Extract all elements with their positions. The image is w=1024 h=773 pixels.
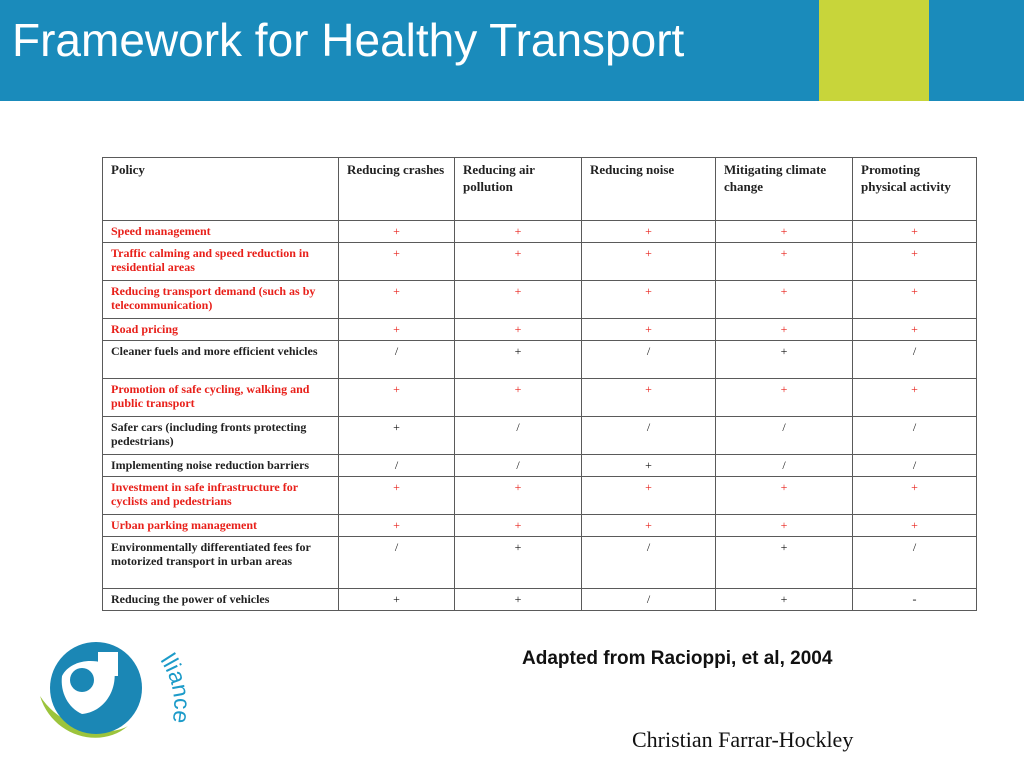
effect-cell: +	[455, 537, 582, 589]
effect-cell: +	[853, 281, 977, 319]
column-header: Reducing noise	[582, 158, 716, 221]
policy-cell: Implementing noise reduction barriers	[103, 455, 339, 477]
effect-cell: /	[853, 537, 977, 589]
effect-cell: +	[455, 243, 582, 281]
effect-cell: +	[853, 515, 977, 537]
title-bar	[0, 0, 1024, 101]
effect-cell: +	[716, 515, 853, 537]
effect-cell: +	[582, 243, 716, 281]
table-row	[103, 589, 977, 611]
effect-cell: +	[339, 515, 455, 537]
effect-cell: +	[339, 379, 455, 417]
slide-title: Framework for Healthy Transport	[12, 14, 685, 66]
effect-cell: +	[716, 281, 853, 319]
effect-cell: +	[853, 379, 977, 417]
policy-cell: Urban parking management	[103, 515, 339, 537]
policy-cell: Cleaner fuels and more efficient vehicles	[103, 341, 339, 379]
effect-cell: /	[582, 537, 716, 589]
effect-cell: +	[455, 341, 582, 379]
effect-cell: /	[853, 417, 977, 455]
effect-cell: /	[853, 341, 977, 379]
effect-cell: +	[339, 319, 455, 341]
effect-cell: +	[716, 589, 853, 611]
effect-cell: +	[582, 455, 716, 477]
effect-cell: +	[716, 341, 853, 379]
effect-cell: +	[716, 379, 853, 417]
table-row	[103, 319, 977, 341]
effect-cell: /	[853, 455, 977, 477]
accent-block	[819, 0, 929, 101]
table-row	[103, 341, 977, 379]
effect-cell: /	[716, 455, 853, 477]
table-row	[103, 477, 977, 515]
effect-cell: +	[455, 589, 582, 611]
effect-cell: +	[582, 379, 716, 417]
policy-cell: Speed management	[103, 221, 339, 243]
policy-cell: Environmentally differentiated fees for motorized transport in urban areas	[103, 537, 339, 589]
author-name: Christian Farrar-Hockley	[632, 727, 854, 752]
table-row	[103, 417, 977, 455]
effect-cell: /	[339, 537, 455, 589]
effect-cell: +	[339, 589, 455, 611]
logo-text-right	[156, 649, 195, 726]
effect-cell: /	[455, 417, 582, 455]
effect-cell: +	[339, 221, 455, 243]
effect-cell: -	[853, 589, 977, 611]
logo-text-left	[0, 598, 173, 603]
effect-cell: /	[582, 341, 716, 379]
effect-cell: /	[455, 455, 582, 477]
effect-cell: +	[339, 477, 455, 515]
effect-cell: +	[455, 221, 582, 243]
column-header: Policy	[103, 158, 339, 221]
table-header-row	[103, 158, 977, 221]
effect-cell: +	[455, 477, 582, 515]
column-header: Promoting physical activity	[853, 158, 977, 221]
effect-cell: +	[853, 243, 977, 281]
policy-table	[102, 157, 977, 611]
policy-cell: Reducing transport demand (such as by telecommunication)	[103, 281, 339, 319]
effect-cell: +	[716, 319, 853, 341]
column-header: Reducing crashes	[339, 158, 455, 221]
table-body	[103, 221, 977, 611]
table-row	[103, 221, 977, 243]
effect-cell: /	[339, 341, 455, 379]
policy-cell: Reducing the power of vehicles	[103, 589, 339, 611]
effect-cell: +	[716, 537, 853, 589]
effect-cell: +	[582, 281, 716, 319]
effect-cell: +	[455, 515, 582, 537]
effect-cell: +	[339, 243, 455, 281]
effect-cell: +	[339, 417, 455, 455]
effect-cell: +	[339, 281, 455, 319]
table-row	[103, 515, 977, 537]
effect-cell: /	[582, 417, 716, 455]
effect-cell: +	[853, 477, 977, 515]
policy-cell: Promotion of safe cycling, walking and public transport	[103, 379, 339, 417]
table-row	[103, 455, 977, 477]
health-environment-alliance-logo	[0, 598, 200, 768]
policy-cell: Traffic calming and speed reduction in residential areas	[103, 243, 339, 281]
effect-cell: +	[455, 319, 582, 341]
effect-cell: +	[716, 243, 853, 281]
effect-cell: +	[455, 379, 582, 417]
citation: Adapted from Racioppi, et al, 2004	[522, 648, 833, 669]
logo-head-shape	[70, 668, 94, 692]
table-row	[103, 379, 977, 417]
effect-cell: /	[339, 455, 455, 477]
table-row	[103, 537, 977, 589]
column-header: Mitigating climate change	[716, 158, 853, 221]
effect-cell: +	[582, 319, 716, 341]
effect-cell: +	[455, 281, 582, 319]
effect-cell: +	[716, 477, 853, 515]
effect-cell: /	[716, 417, 853, 455]
policy-cell: Investment in safe infrastructure for cyclists and pedestrians	[103, 477, 339, 515]
table-row	[103, 243, 977, 281]
effect-cell: +	[853, 221, 977, 243]
logo-cutout-shape	[98, 652, 118, 676]
policy-cell: Safer cars (including fronts protecting pedestrians)	[103, 417, 339, 455]
effect-cell: /	[582, 589, 716, 611]
effect-cell: +	[853, 319, 977, 341]
effect-cell: +	[582, 221, 716, 243]
column-header: Reducing air pollution	[455, 158, 582, 221]
effect-cell: +	[582, 515, 716, 537]
effect-cell: +	[716, 221, 853, 243]
policy-cell: Road pricing	[103, 319, 339, 341]
table-row	[103, 281, 977, 319]
effect-cell: +	[582, 477, 716, 515]
logo-text-right-path: lliance	[155, 648, 196, 726]
